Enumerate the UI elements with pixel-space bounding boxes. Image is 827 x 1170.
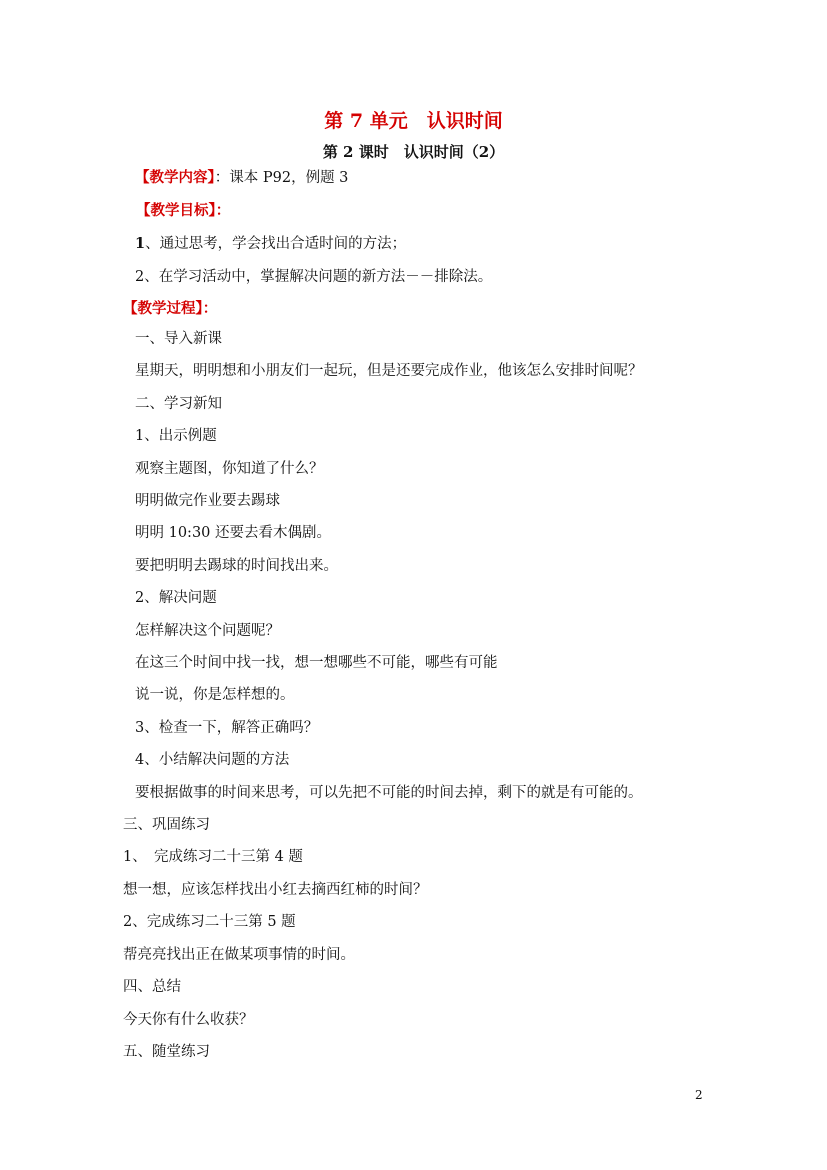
body-line: 1、 完成练习二十三第 4 题: [123, 849, 303, 865]
body-line: 四、总结: [123, 979, 181, 995]
content-text: ：课本 P92，例题 3: [214, 170, 349, 186]
body-line: 明明做完作业要去踢球: [135, 493, 280, 509]
body-line: 3、检查一下，解答正确吗？: [135, 720, 319, 736]
body-line: 要把明明去踢球的时间找出来。: [135, 558, 338, 574]
goal-label: 【教学目标】：: [136, 202, 231, 219]
body-line: 明明 10:30 还要去看木偶剧。: [135, 525, 332, 541]
body-line: 五、随堂练习: [123, 1044, 210, 1060]
goal-2: 2、在学习活动中，掌握解决问题的新方法－－排除法。: [135, 269, 493, 285]
content-label: 【教学内容】: [135, 169, 215, 186]
body-line: 星期天，明明想和小朋友们一起玩，但是还要完成作业，他该怎么安排时间呢？: [135, 363, 643, 379]
body-line: 说一说，你是怎样想的。: [135, 687, 295, 703]
goal-1: [135, 234, 406, 254]
body-line: 一、导入新课: [135, 331, 222, 347]
goal-1-number: 1: [135, 235, 146, 252]
process-label: 【教学过程】：: [123, 300, 218, 317]
body-line: 4、小结解决问题的方法: [135, 752, 290, 768]
body-line: 今天你有什么收获？: [123, 1012, 254, 1028]
body-line: 想一想，应该怎样找出小红去摘西红柿的时间？: [123, 882, 428, 898]
page-subtitle: 第 2 课时 认识时间（2）: [322, 143, 505, 161]
content-line: [135, 168, 348, 188]
body-line: 二、学习新知: [135, 396, 222, 412]
body-line: 2、完成练习二十三第 5 题: [123, 914, 296, 930]
body-line: 帮亮亮找出正在做某项事情的时间。: [123, 947, 355, 963]
body-line: 三、巩固练习: [123, 817, 210, 833]
goal-1-text: 、通过思考，学会找出合适时间的方法；: [145, 236, 407, 252]
body-line: 要根据做事的时间来思考，可以先把不可能的时间去掉，剩下的就是有可能的。: [135, 785, 643, 801]
body-line: 2、解决问题: [135, 590, 217, 606]
body-line: 怎样解决这个问题呢？: [135, 623, 280, 639]
body-line: 观察主题图，你知道了什么？: [135, 461, 324, 477]
page-title: 第 7 单元 认识时间: [324, 110, 503, 132]
body-line: 在这三个时间中找一找，想一想哪些不可能，哪些有可能: [135, 655, 498, 671]
page-number: 2: [695, 1088, 703, 1102]
body-line: 1、出示例题: [135, 428, 217, 444]
